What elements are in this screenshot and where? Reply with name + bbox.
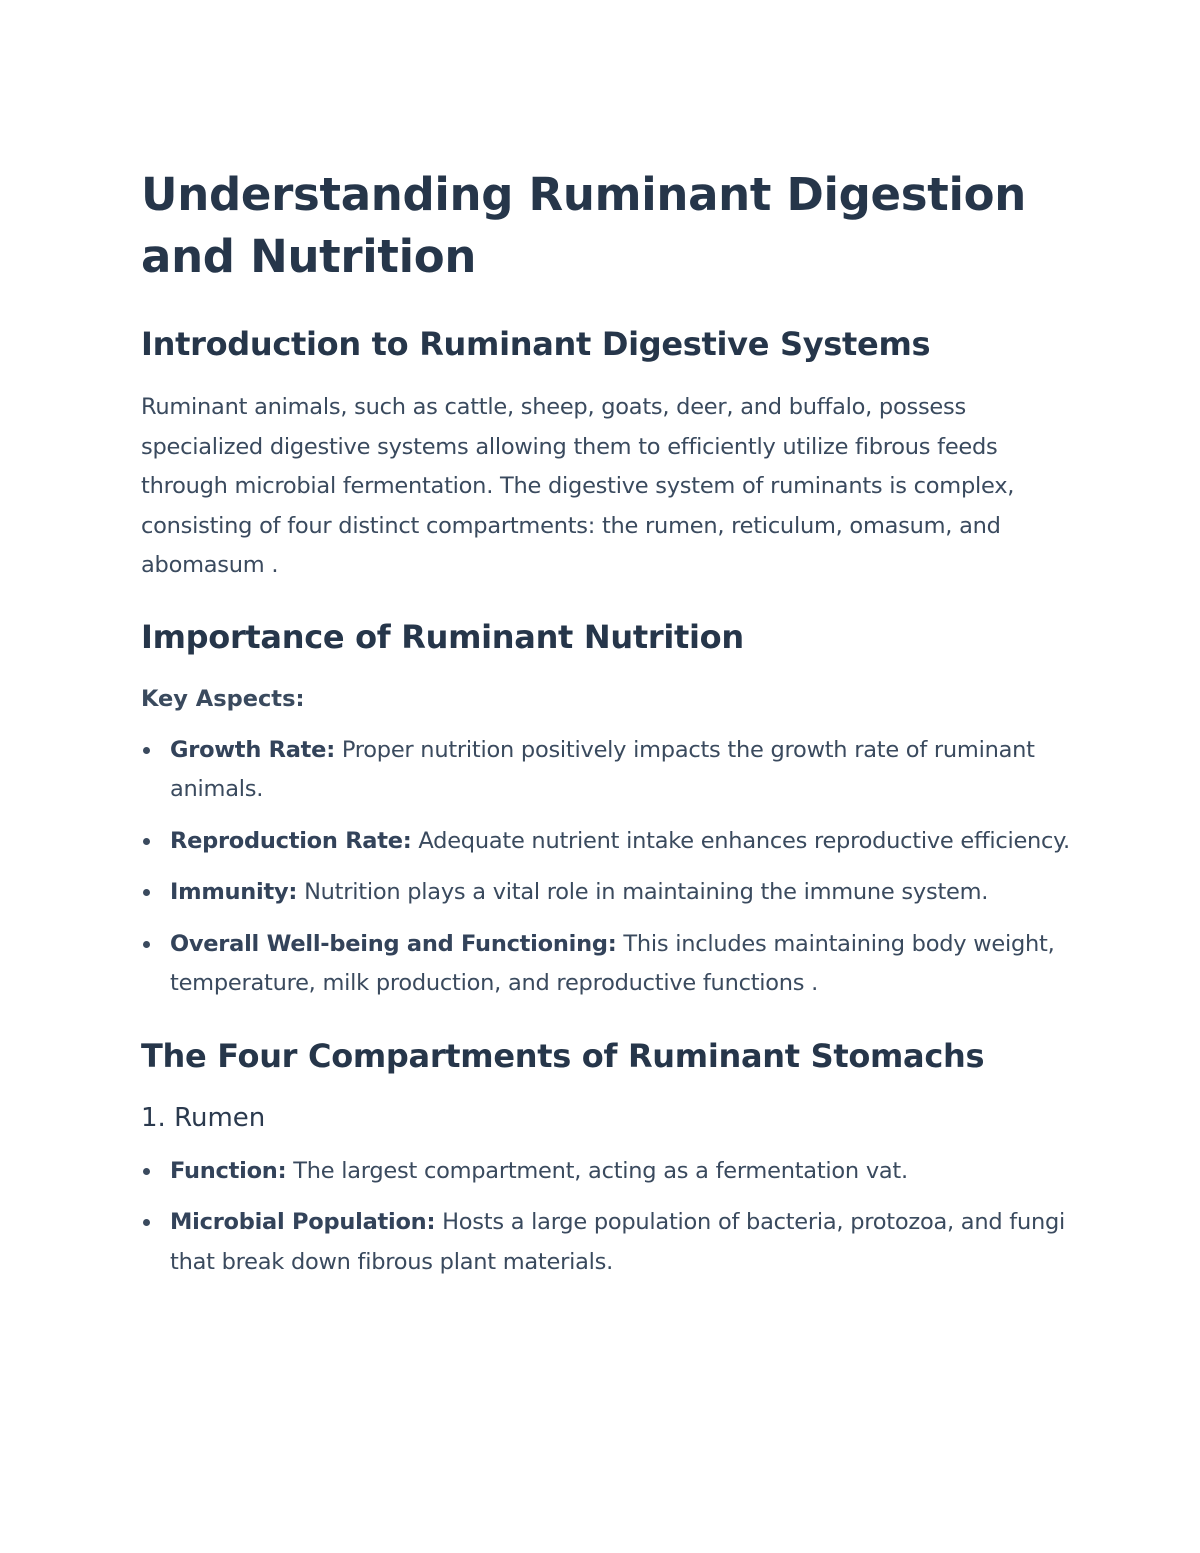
list-item [141,925,1080,1004]
bullet-icon [143,747,150,754]
list-item-term: Microbial Population: [170,1209,436,1235]
bullet-icon [143,1168,150,1175]
bullet-icon [143,1219,150,1226]
list-item-term: Immunity: [170,879,298,905]
list-item-text: This includes maintaining body weight, temperature, milk production, and reproductive functions . [170,930,1055,996]
section-heading-compartments: The Four Compartments of Ruminant Stomachs [141,1036,985,1075]
list-item [141,1152,1080,1192]
bullet-icon [143,838,150,845]
key-aspects-label: Key Aspects: [141,685,305,712]
list-item-text: Nutrition plays a vital role in maintaining the immune system. [297,879,989,905]
list-item-term: Function: [170,1157,287,1184]
subsection-heading-rumen: 1. Rumen [141,1102,266,1133]
list-item-text: Adequate nutrient intake enhances reproductive efficiency. [411,827,1070,854]
list-item-term: Growth Rate: [170,736,335,763]
list-item-text: The largest compartment, acting as a fermentation vat. [286,1157,908,1184]
list-item [141,1203,1080,1282]
section-heading-introduction: Introduction to Ruminant Digestive Systems [141,325,931,363]
key-aspects-list [141,731,1080,1004]
list-item-text: Hosts a large population of bacteria, protozoa, and fungi that break down fibrous plant materials. [170,1209,1066,1275]
document-title: Understanding Ruminant Digestion and Nutrition [141,168,1026,283]
list-item [141,873,1080,913]
list-item-text: Proper nutrition positively impacts the growth rate of ruminant animals. [170,736,1035,802]
list-item-term: Reproduction Rate: [170,827,412,854]
list-item-term: Overall Well-being and Functioning: [170,930,617,957]
rumen-list [141,1152,1080,1283]
introduction-paragraph: Ruminant animals, such as cattle, sheep, goats, deer, and buffalo, possess specialized digestive systems allowing them to efficiently utilize fibrous feeds through microbial fermentation. The digestive system of ruminants is complex, consisting of four distinct compartments: the rumen, reticulum, omasum, and abomasum . [141,394,1015,578]
bullet-icon [143,941,150,948]
bullet-icon [143,889,150,896]
list-item [141,822,1080,862]
list-item [141,731,1080,810]
section-heading-importance: Importance of Ruminant Nutrition [141,617,744,656]
